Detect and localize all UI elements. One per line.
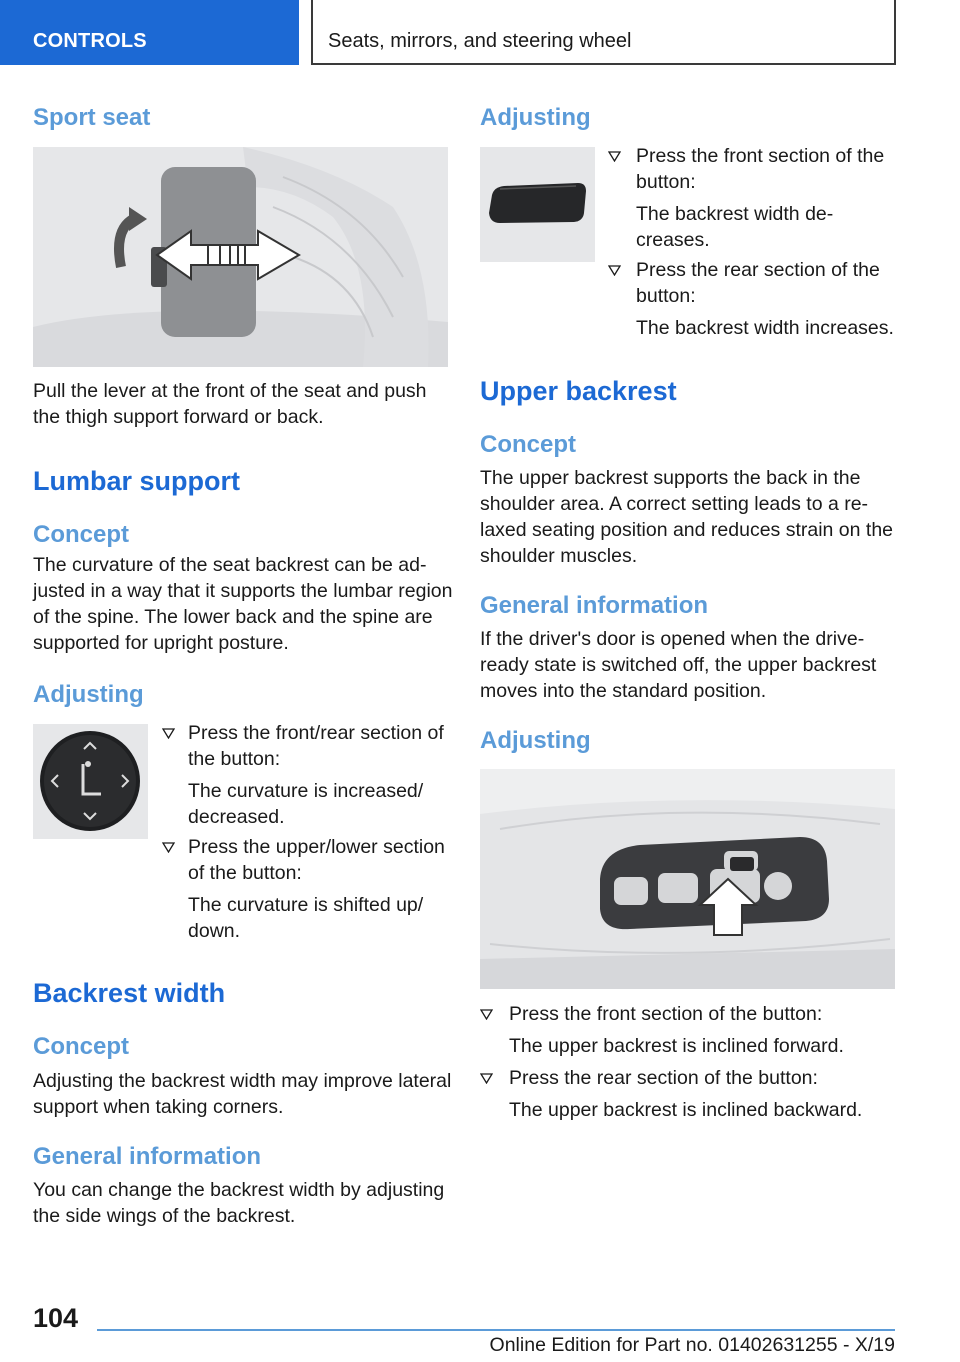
header-section-tab [0, 0, 299, 65]
bullet-line: Press the front section of the [636, 145, 885, 167]
lumbar-bullet-1 [162, 720, 444, 830]
text-line: ready state is switched off, the upper backrest [480, 654, 877, 676]
text-line: support when taking corners. [33, 1096, 284, 1118]
upper-backrest-concept-heading: Concept [480, 431, 576, 458]
header-chapter-box [311, 0, 896, 65]
upper-backrest-heading: Upper backrest [480, 376, 677, 406]
upper-backrest-bullet-2 [480, 1065, 862, 1123]
footer-divider [97, 1329, 895, 1331]
bullet-line: Press the rear section of the [636, 259, 880, 281]
text-line: The curvature of the seat backrest can be ad‐ [33, 554, 427, 576]
text-line: supported for upright posture. [33, 632, 289, 654]
bullet-line: of the button: [188, 862, 302, 884]
text-line: Pull the lever at the front of the seat and push [33, 380, 427, 402]
upper-backrest-bullet-1 [480, 1001, 844, 1059]
triangle-bullet-icon [162, 720, 176, 746]
bullet-line: button: [636, 171, 696, 193]
sport-seat-text [33, 378, 427, 430]
bullet-result: creases. [636, 229, 710, 251]
sport-seat-image [33, 147, 448, 367]
text-line: Adjusting the backrest width may improve lateral [33, 1070, 452, 1092]
header-chapter-label: Seats, mirrors, and steering wheel [328, 30, 632, 52]
text-line: the thigh support forward or back. [33, 406, 324, 428]
lumbar-adjusting-heading: Adjusting [33, 681, 144, 708]
bullet-result: The backrest width de‐ [636, 203, 834, 225]
upper-backrest-general-heading: General information [480, 592, 709, 619]
text-line: of the spine. The lower back and the spine are [33, 606, 433, 628]
bullet-line: Press the upper/lower section [188, 836, 445, 858]
triangle-bullet-icon [608, 257, 622, 283]
backrest-width-concept-heading: Concept [33, 1033, 129, 1060]
lumbar-heading: Lumbar support [33, 466, 240, 496]
text-line: the side wings of the backrest. [33, 1205, 296, 1227]
text-line: laxed seating position and reduces strain on the [480, 519, 894, 541]
text-line: moves into the standard position. [480, 680, 767, 702]
bullet-result: down. [188, 920, 241, 942]
bullet-result: The backrest width increases. [636, 317, 894, 339]
footer-edition: Online Edition for Part no. 01402631255 - X/19 [489, 1334, 895, 1356]
bullet-result: The curvature is shifted up/ [188, 894, 424, 916]
page-number: 104 [33, 1303, 79, 1333]
lumbar-concept-heading: Concept [33, 521, 129, 548]
bullet-result: The upper backrest is inclined forward. [509, 1035, 844, 1057]
bullet-line: Press the front section of the button: [509, 1003, 823, 1025]
bullet-line: the button: [188, 748, 281, 770]
backrest-width-heading: Backrest width [33, 978, 226, 1008]
text-line: You can change the backrest width by adjusting [33, 1179, 445, 1201]
triangle-bullet-icon [480, 1065, 494, 1091]
backrest-width-adjusting-heading: Adjusting [480, 104, 591, 131]
text-line: shoulder area. A correct setting leads to a re‐ [480, 493, 869, 515]
backrest-width-concept-text [33, 1068, 451, 1120]
backrest-width-bullet-2 [608, 257, 894, 341]
lumbar-bullet-2 [162, 834, 445, 944]
bullet-result: The upper backrest is inclined backward. [509, 1099, 863, 1121]
triangle-bullet-icon [608, 143, 622, 169]
upper-backrest-adjusting-heading: Adjusting [480, 727, 591, 754]
triangle-bullet-icon [162, 834, 176, 860]
text-line: The upper backrest supports the back in the [480, 467, 861, 489]
upper-backrest-switch-image [480, 769, 895, 989]
header-section-label: CONTROLS [33, 30, 147, 52]
backrest-width-general-heading: General information [33, 1143, 262, 1170]
text-line: If the driver's door is opened when the drive- [480, 628, 865, 650]
bullet-result: decreased. [188, 806, 285, 828]
upper-backrest-concept-text [480, 465, 893, 569]
lumbar-concept-text [33, 552, 452, 656]
lumbar-button-image [33, 724, 148, 839]
backrest-width-bullet-1 [608, 143, 884, 253]
bullet-line: button: [636, 285, 696, 307]
bullet-result: The curvature is increased/ [188, 780, 424, 802]
sport-seat-heading: Sport seat [33, 104, 151, 131]
backrest-width-general-text [33, 1177, 444, 1229]
bullet-line: Press the rear section of the button: [509, 1067, 818, 1089]
upper-backrest-general-text [480, 626, 876, 704]
text-line: justed in a way that it supports the lumbar region [33, 580, 453, 602]
text-line: shoulder muscles. [480, 545, 638, 567]
triangle-bullet-icon [480, 1001, 494, 1027]
bullet-line: Press the front/rear section of [188, 722, 444, 744]
backrest-width-button-image [480, 147, 595, 262]
